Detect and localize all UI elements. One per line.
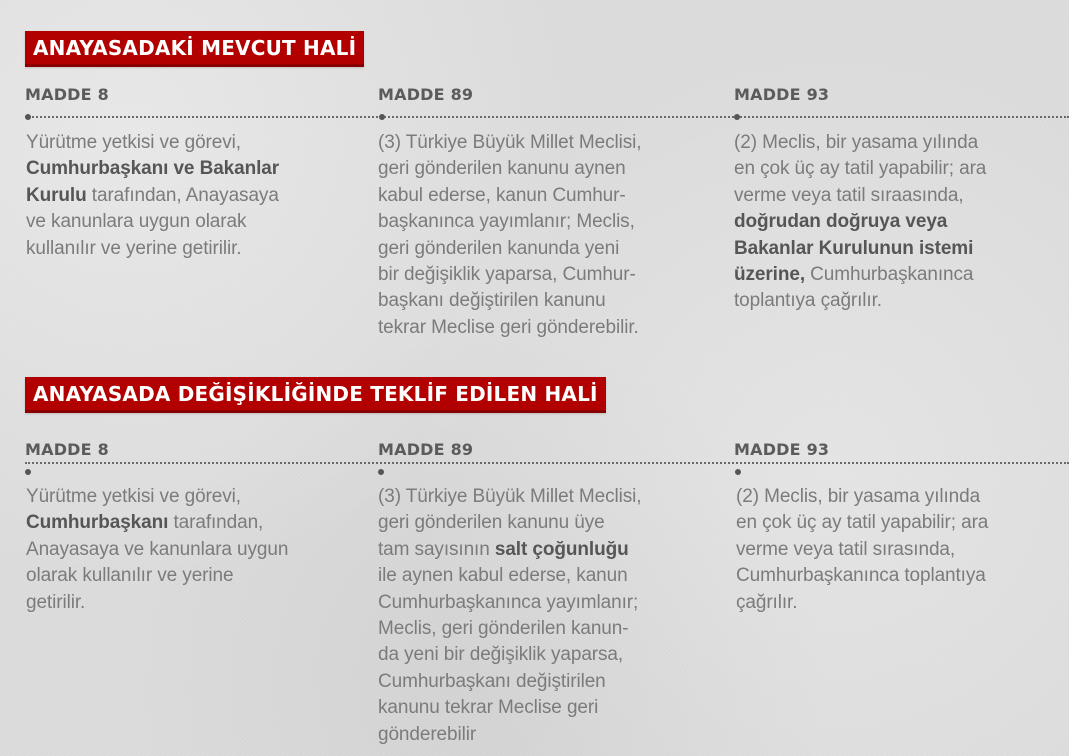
text-line bbox=[26, 130, 279, 156]
text-run: verme veya tatil sıraasında, bbox=[734, 184, 964, 206]
text-line bbox=[734, 130, 986, 156]
text-run: Cumhurbaşkanınca toplantıya bbox=[736, 565, 986, 587]
text-line bbox=[26, 156, 279, 182]
text-line bbox=[378, 236, 641, 262]
text-line bbox=[734, 288, 986, 314]
text-line bbox=[378, 130, 641, 156]
text-run: Yürütme yetkisi ve görevi, bbox=[26, 132, 241, 153]
text-line bbox=[378, 563, 641, 589]
text-line bbox=[734, 183, 986, 209]
text-run: tarafından, Anayasaya bbox=[86, 184, 279, 206]
text-run: tam sayısının bbox=[378, 538, 495, 560]
bullet-dot-icon bbox=[378, 469, 384, 475]
current-madde-8-text bbox=[26, 130, 279, 262]
bold-run: doğrudan doğruya veya bbox=[734, 211, 948, 233]
text-run: ile aynen kabul ederse, kanun bbox=[378, 565, 628, 587]
text-run: geri gönderilen kanunu üye bbox=[378, 512, 605, 534]
text-run: ve kanunlara uygun olarak bbox=[26, 211, 247, 233]
text-run: getirilir. bbox=[26, 591, 86, 613]
text-run: kanunu tekrar Meclise geri bbox=[378, 697, 599, 719]
text-run: en çok üç ay tatil yapabilir; ara bbox=[736, 512, 989, 534]
text-run: Meclis, geri gönderilen kanun- bbox=[378, 618, 629, 640]
text-line bbox=[378, 722, 641, 748]
text-run: Cumhurbaşkanınca yayımlanır; bbox=[378, 591, 639, 613]
current-heading-madde-89: MADDE 89 bbox=[378, 85, 474, 104]
text-run: (3) Türkiye Büyük Millet Meclisi, bbox=[378, 132, 642, 153]
text-run: olarak kullanılır ve yerine bbox=[26, 565, 234, 587]
proposed-heading-madde-8: MADDE 8 bbox=[25, 440, 109, 459]
bold-run: Kurulu bbox=[26, 184, 87, 206]
text-run: Anayasaya ve kanunlara uygun bbox=[26, 538, 289, 560]
text-run: bir değişiklik yaparsa, Cumhur- bbox=[378, 264, 636, 286]
text-run: geri gönderilen kanunda yeni bbox=[378, 237, 620, 259]
bold-run: salt çoğunluğu bbox=[494, 538, 629, 560]
bullet-dot-icon bbox=[25, 469, 31, 475]
text-run: verme veya tatil sırasında, bbox=[736, 538, 956, 560]
text-line bbox=[378, 669, 641, 695]
current-madde-93-text bbox=[734, 130, 986, 315]
text-run: (2) Meclis, bir yasama yılında bbox=[736, 486, 981, 507]
text-line bbox=[378, 183, 641, 209]
current-madde-89-text bbox=[378, 130, 641, 341]
text-run: Yürütme yetkisi ve görevi, bbox=[26, 486, 241, 507]
text-run: çağrılır. bbox=[736, 591, 798, 613]
text-line bbox=[736, 484, 988, 510]
text-run: başkanı değiştirilen kanunu bbox=[378, 290, 606, 312]
text-run: tekrar Meclise geri gönderebilir. bbox=[378, 316, 639, 338]
proposed-madde-93-text bbox=[736, 484, 988, 616]
text-run: geri gönderilen kanunu aynen bbox=[378, 158, 626, 180]
bold-run: Cumhurbaşkanı bbox=[26, 512, 169, 534]
text-line bbox=[26, 209, 279, 235]
text-line bbox=[26, 590, 288, 616]
text-line bbox=[734, 156, 986, 182]
text-line bbox=[734, 209, 986, 235]
text-run: tarafından, bbox=[168, 512, 264, 534]
text-line bbox=[378, 209, 641, 235]
text-line bbox=[378, 616, 641, 642]
bullet-dot-icon bbox=[734, 114, 740, 120]
text-line bbox=[26, 236, 279, 262]
text-line bbox=[26, 510, 288, 536]
proposed-dotted-divider bbox=[25, 462, 1069, 464]
text-run: Cumhurbaşkanınca bbox=[805, 264, 974, 286]
text-run: Cumhurbaşkanı değiştirilen bbox=[378, 670, 606, 692]
text-line bbox=[378, 537, 641, 563]
text-run: kabul ederse, kanun Cumhur- bbox=[378, 184, 626, 206]
text-line bbox=[734, 236, 986, 262]
text-run: başkanınca yayımlanır; Meclis, bbox=[378, 211, 635, 233]
text-line bbox=[736, 510, 988, 536]
text-line bbox=[378, 695, 641, 721]
text-line bbox=[378, 288, 641, 314]
text-line bbox=[378, 315, 641, 341]
bold-run: Cumhurbaşkanı ve Bakanlar bbox=[26, 158, 280, 180]
text-line bbox=[26, 563, 288, 589]
text-line bbox=[378, 484, 641, 510]
proposed-madde-89-text bbox=[378, 484, 641, 748]
text-line bbox=[734, 262, 986, 288]
text-line bbox=[736, 563, 988, 589]
bullet-dot-icon bbox=[25, 114, 31, 120]
bold-run: Bakanlar Kurulunun istemi bbox=[734, 237, 974, 259]
current-banner: ANAYASADAKİ MEVCUT HALİ bbox=[25, 31, 364, 67]
current-heading-madde-93: MADDE 93 bbox=[734, 85, 830, 104]
bullet-dot-icon bbox=[379, 114, 385, 120]
text-line bbox=[378, 156, 641, 182]
text-run: en çok üç ay tatil yapabilir; ara bbox=[734, 158, 987, 180]
text-run: (3) Türkiye Büyük Millet Meclisi, bbox=[378, 486, 642, 507]
current-heading-madde-8: MADDE 8 bbox=[25, 85, 109, 104]
current-dotted-divider bbox=[25, 116, 1069, 118]
text-run: (2) Meclis, bir yasama yılında bbox=[734, 132, 979, 153]
text-line bbox=[378, 590, 641, 616]
text-line bbox=[736, 537, 988, 563]
text-line bbox=[26, 183, 279, 209]
text-run: da yeni bir değişiklik yaparsa, bbox=[378, 644, 624, 666]
text-run: gönderebilir bbox=[378, 723, 477, 745]
proposed-banner: ANAYASADA DEĞİŞİKLİĞİNDE TEKLİF EDİLEN HALİ bbox=[25, 377, 606, 413]
text-line bbox=[736, 590, 988, 616]
text-line bbox=[378, 262, 641, 288]
proposed-heading-madde-93: MADDE 93 bbox=[734, 440, 830, 459]
text-line bbox=[26, 484, 288, 510]
text-run: toplantıya çağrılır. bbox=[734, 290, 882, 312]
text-line bbox=[378, 510, 641, 536]
text-line bbox=[26, 537, 288, 563]
bullet-dot-icon bbox=[735, 469, 741, 475]
proposed-heading-madde-89: MADDE 89 bbox=[378, 440, 474, 459]
bold-run: üzerine, bbox=[734, 264, 805, 286]
proposed-madde-8-text bbox=[26, 484, 288, 616]
text-line bbox=[378, 642, 641, 668]
text-run: kullanılır ve yerine getirilir. bbox=[26, 237, 242, 259]
